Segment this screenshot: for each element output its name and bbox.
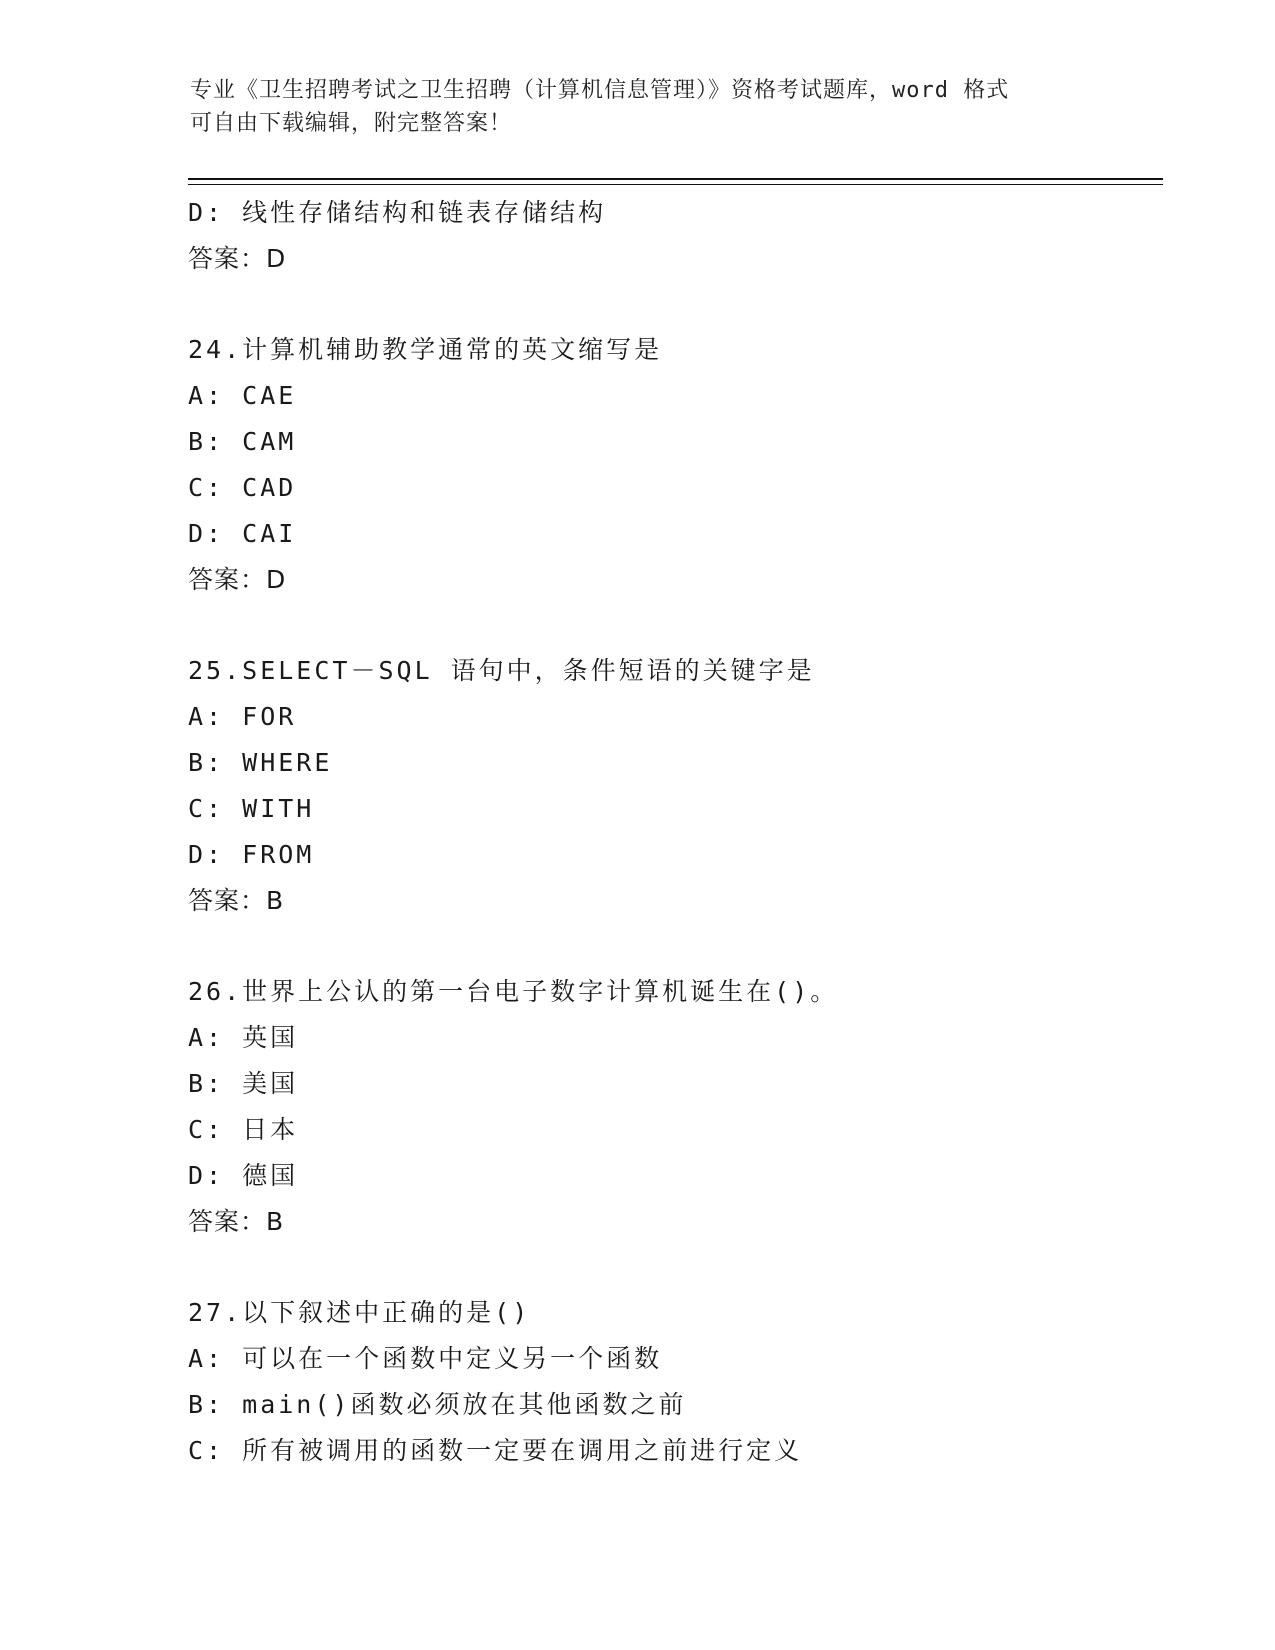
option-a: A: 英国	[188, 1023, 299, 1052]
question-26	[188, 969, 1168, 1245]
option-a: A: FOR	[188, 702, 297, 731]
option-b: B: 美国	[188, 1069, 299, 1098]
answer: 答案：D	[188, 565, 287, 594]
header-rule-thick	[188, 178, 1163, 180]
header-line-1: 专业《卫生招聘考试之卫生招聘（计算机信息管理）》资格考试题库，word 格式	[190, 78, 1010, 103]
header-rule-thin	[188, 184, 1163, 185]
question-24	[188, 327, 1168, 603]
question-27	[188, 1290, 1168, 1474]
question-25	[188, 648, 1168, 924]
document-header	[190, 74, 1090, 140]
option-b: B: main()函数必须放在其他函数之前	[188, 1390, 687, 1419]
option-c: C: CAD	[188, 473, 297, 502]
option-d: D: FROM	[188, 840, 315, 869]
question-stem: 27.以下叙述中正确的是()	[188, 1298, 531, 1327]
option-b: B: CAM	[188, 427, 297, 456]
spacer	[188, 603, 1168, 648]
answer: 答案：B	[188, 1207, 285, 1236]
spacer	[188, 924, 1168, 969]
option-c: C: WITH	[188, 794, 315, 823]
option-c: C: 日本	[188, 1115, 299, 1144]
header-line-2: 可自由下载编辑，附完整答案！	[190, 111, 513, 136]
option-d: D: 德国	[188, 1161, 299, 1190]
question-stem: 24.计算机辅助教学通常的英文缩写是	[188, 335, 663, 364]
question-list	[188, 190, 1168, 1474]
spacer	[188, 1245, 1168, 1290]
spacer	[188, 282, 1168, 327]
answer: 答案：D	[188, 244, 287, 273]
option-a: A: 可以在一个函数中定义另一个函数	[188, 1344, 663, 1373]
answer: 答案：B	[188, 886, 285, 915]
question-stem: 25.SELECT－SQL 语句中，条件短语的关键字是	[188, 656, 815, 685]
option-a: A: CAE	[188, 381, 297, 410]
option-d: D: 线性存储结构和链表存储结构	[188, 198, 607, 227]
option-c: C: 所有被调用的函数一定要在调用之前进行定义	[188, 1436, 803, 1465]
option-d: D: CAI	[188, 519, 297, 548]
option-b: B: WHERE	[188, 748, 333, 777]
question-stem: 26.世界上公认的第一台电子数字计算机诞生在()。	[188, 977, 839, 1006]
